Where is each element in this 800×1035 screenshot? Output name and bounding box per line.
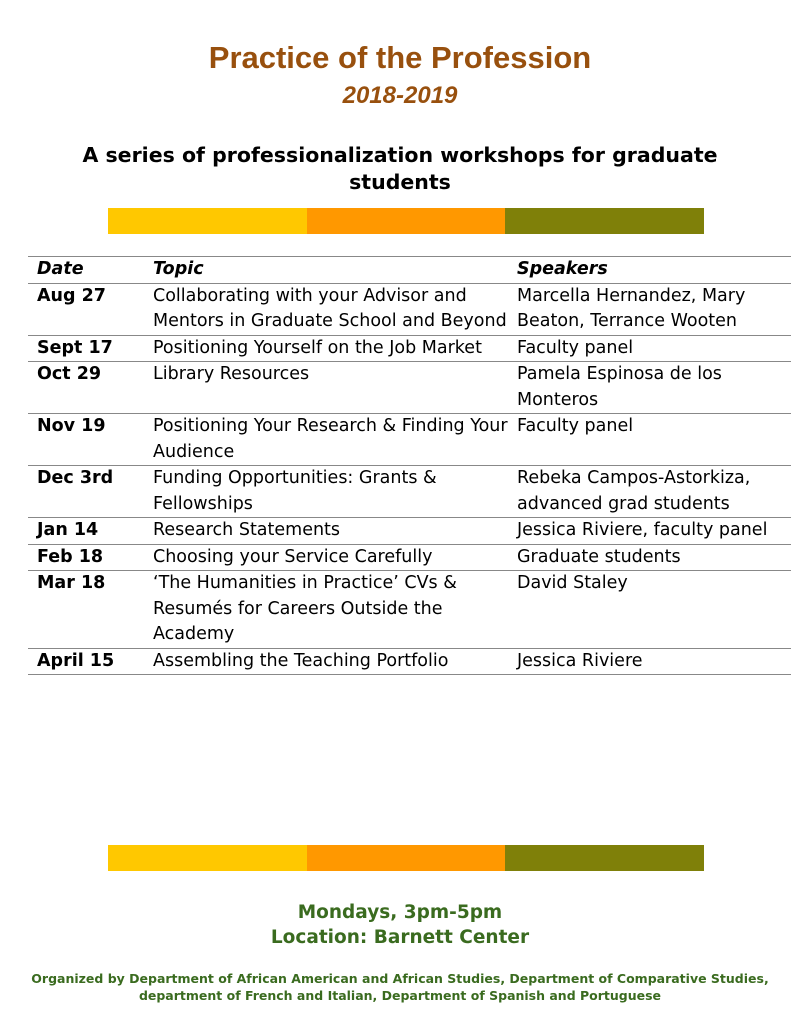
row-speakers: Pamela Espinosa de los Monteros (517, 364, 722, 410)
row-topic: ‘The Humanities in Practice’ CVs & Resumés for Careers Outside the Academy (153, 573, 457, 644)
row-date: Dec 3rd (37, 468, 114, 488)
table-header-row (28, 257, 791, 284)
row-topic: Library Resources (153, 364, 310, 384)
row-date: Jan 14 (37, 520, 99, 540)
row-speakers: Faculty panel (517, 337, 634, 358)
row-date: April 15 (37, 650, 115, 671)
row-date: Mar 18 (37, 573, 106, 593)
row-date: Nov 19 (37, 416, 106, 436)
table-row (28, 414, 791, 466)
row-topic: Positioning Yourself on the Job Market (153, 337, 482, 358)
row-speakers: Faculty panel (517, 416, 634, 436)
header-speakers: Speakers (517, 259, 608, 279)
color-bar-segment-yellow (108, 845, 307, 871)
footer-location: Location: Barnett Center (270, 927, 530, 948)
page-subtitle: A series of professionalization workshops for graduate students (82, 143, 718, 194)
color-bar-top (108, 208, 704, 234)
table-row (28, 518, 791, 545)
table-row (28, 648, 791, 675)
header-date: Date (37, 259, 84, 279)
footer-schedule: Mondays, 3pm-5pm (297, 902, 503, 923)
color-bar-bottom (108, 845, 704, 871)
table-row (28, 362, 791, 414)
page-years: 2018-2019 (342, 82, 458, 109)
row-topic: Research Statements (153, 520, 341, 540)
row-topic: Assembling the Teaching Portfolio (153, 650, 449, 671)
row-topic: Collaborating with your Advisor and Mentors in Graduate School and Beyond (153, 285, 507, 331)
workshop-schedule-table (28, 256, 791, 675)
row-speakers: Rebeka Campos-Astorkiza, advanced grad students (517, 468, 751, 514)
color-bar-segment-yellow (108, 208, 307, 234)
row-date: Aug 27 (37, 285, 106, 306)
row-date: Sept 17 (37, 337, 113, 358)
footer-organizers: Organized by Department of African American and African Studies, Department of Comparative Studies, department of French and Italian, Department of Spanish and Portuguese (31, 971, 769, 1003)
page-title: Practice of the Profession (208, 40, 592, 75)
row-speakers: David Staley (517, 573, 628, 593)
row-speakers: Jessica Riviere (517, 650, 643, 671)
row-speakers: Graduate students (517, 546, 681, 567)
row-topic: Choosing your Service Carefully (153, 546, 433, 567)
color-bar-segment-orange (307, 845, 506, 871)
color-bar-segment-olive (505, 208, 704, 234)
color-bar-segment-olive (505, 845, 704, 871)
table-row (28, 571, 791, 649)
row-speakers: Marcella Hernandez, Mary Beaton, Terrance Wooten (517, 285, 746, 331)
color-bar-segment-orange (307, 208, 506, 234)
table-row (28, 466, 791, 518)
header-topic: Topic (153, 259, 204, 279)
footer-meeting-info (0, 900, 800, 950)
table-row (28, 544, 791, 571)
row-date: Oct 29 (37, 364, 102, 384)
row-date: Feb 18 (37, 546, 104, 567)
table-row (28, 335, 791, 362)
row-speakers: Jessica Riviere, faculty panel (517, 520, 768, 540)
table-row (28, 283, 791, 335)
row-topic: Positioning Your Research & Finding Your Audience (153, 416, 508, 462)
row-topic: Funding Opportunities: Grants & Fellowships (153, 468, 437, 514)
